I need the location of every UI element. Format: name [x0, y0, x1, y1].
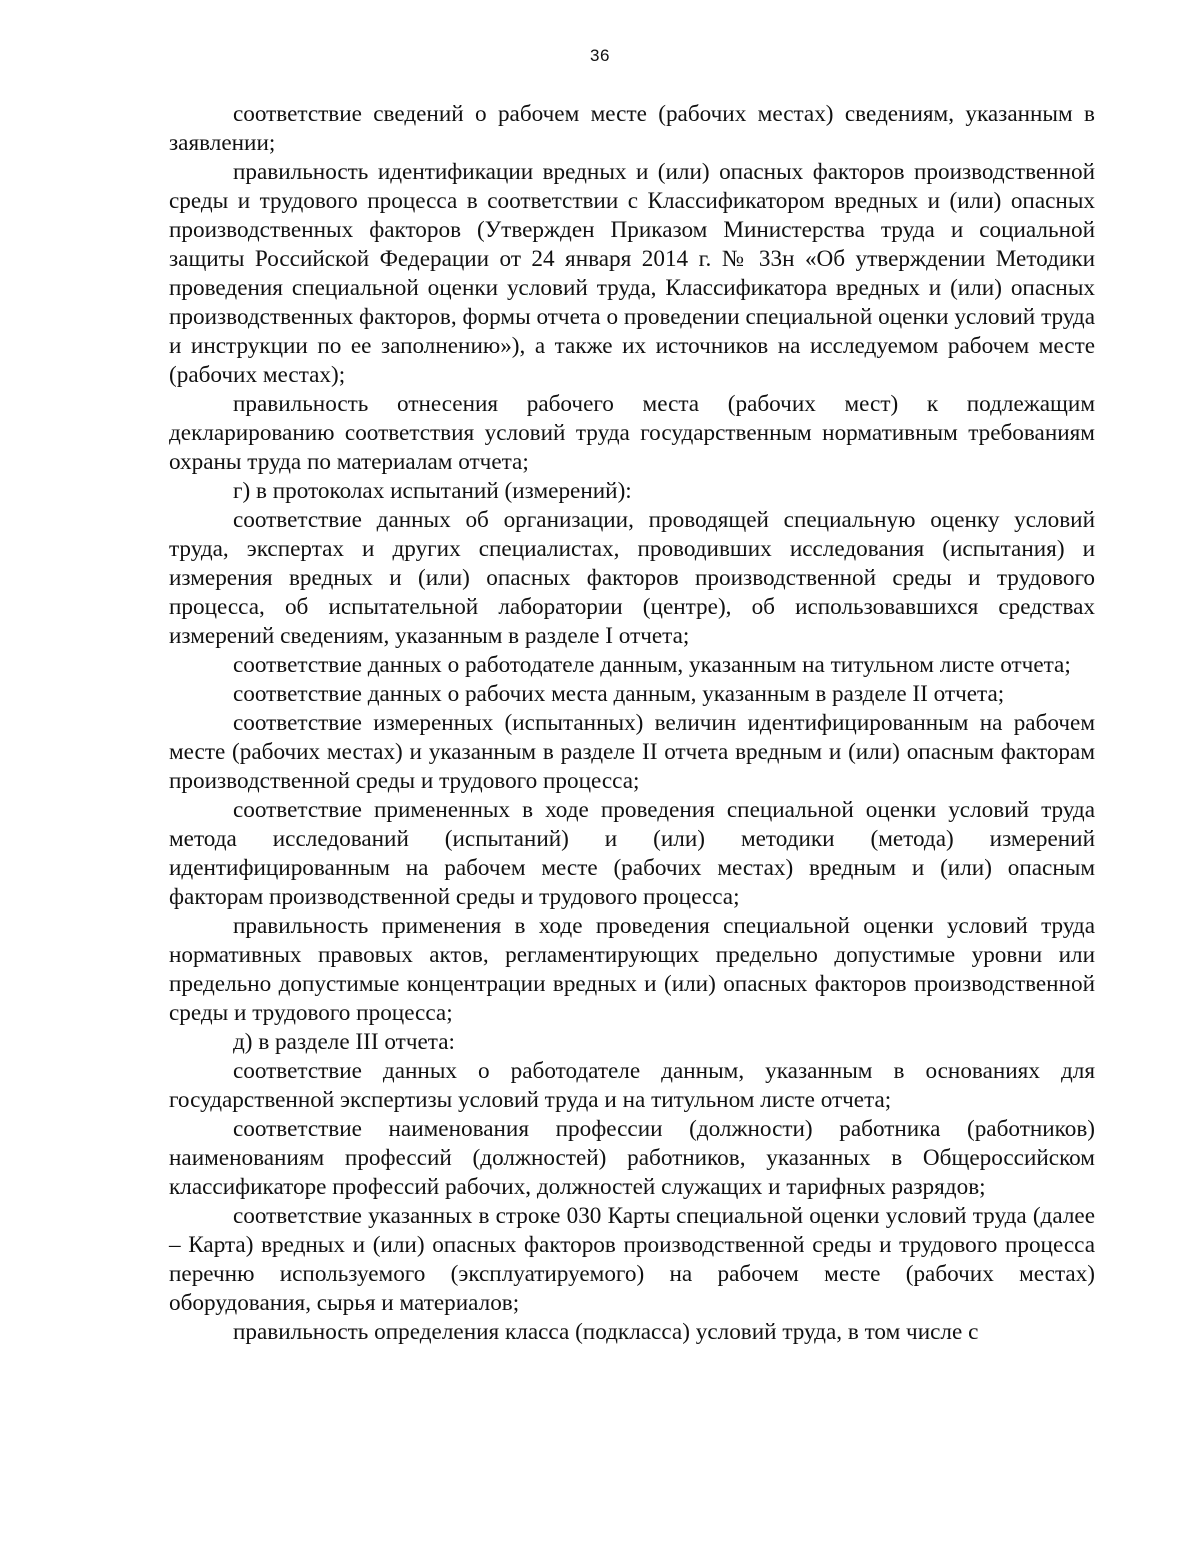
paragraph: соответствие указанных в строке 030 Карты специальной оценки условий труда (далее – Карта) вредных и (или) опасных факторов производственной среды и трудового процесса перечню используемого (эксплуатируемого) на рабочем месте (рабочих местах) оборудования, сырья и материалов; [169, 1203, 1095, 1316]
paragraph: соответствие измеренных (испытанных) величин идентифицированным на рабочем месте (рабочих местах) и указанным в разделе II отчета вредным и (или) опасным факторам производственной среды и трудового процесса; [169, 710, 1095, 794]
paragraph: правильность применения в ходе проведения специальной оценки условий труда нормативных правовых актов, регламентирующих предельно допустимые уровни или предельно допустимые концентрации вредных и (или) опасных факторов производственной среды и трудового процесса; [169, 913, 1095, 1026]
paragraph: правильность идентификации вредных и (или) опасных факторов производственной среды и трудового процесса в соответствии с Классификатором вредных и (или) опасных производственных факторов (Утвержден Приказом Министерства труда и социальной защиты Российской Федерации от 24 января 2014 г. № 33н «Об утверждении Методики проведения специальной оценки условий труда, Классификатора вредных и (или) опасных производственных факторов, формы отчета о проведении специальной оценки условий труда и инструкции по ее заполнению»), а также их источников на исследуемом рабочем месте (рабочих местах); [169, 159, 1095, 388]
paragraph: соответствие примененных в ходе проведения специальной оценки условий труда метода исследований (испытаний) и (или) методики (метода) измерений идентифицированным на рабочем месте (рабочих местах) вредным и (или) опасным факторам производственной среды и трудового процесса; [169, 797, 1095, 910]
paragraph: соответствие данных о работодателе данным, указанным на титульном листе отчета; [233, 652, 1071, 678]
paragraph: соответствие наименования профессии (должности) работника (работников) наименованиям профессий (должностей) работников, указанных в Общероссийском классификаторе профессий рабочих, должностей служащих и тарифных разрядов; [169, 1116, 1095, 1200]
paragraph-subheading: д) в разделе III отчета: [233, 1029, 455, 1055]
document-text [169, 100, 1095, 1347]
paragraph: соответствие данных о рабочих места данным, указанным в разделе II отчета; [233, 681, 1005, 707]
paragraph: правильность определения класса (подкласса) условий труда, в том числе с [233, 1319, 979, 1345]
paragraph: соответствие данных о работодателе данным, указанным в основаниях для государственной экспертизы условий труда и на титульном листе отчета; [169, 1058, 1095, 1113]
paragraph-subheading: г) в протоколах испытаний (измерений): [233, 478, 632, 504]
paragraph: правильность отнесения рабочего места (рабочих мест) к подлежащим декларированию соответствия условий труда государственным нормативным требованиям охраны труда по материалам отчета; [169, 391, 1095, 475]
paragraph: соответствие сведений о рабочем месте (рабочих местах) сведениям, указанным в заявлении; [169, 101, 1095, 156]
paragraph: соответствие данных об организации, проводящей специальную оценку условий труда, экспертах и других специалистах, проводивших исследования (испытания) и измерения вредных и (или) опасных факторов производственной среды и трудового процесса, об испытательной лаборатории (центре), об использовавшихся средствах измерений сведениям, указанным в разделе I отчета; [169, 507, 1095, 649]
page-number: 36 [590, 46, 610, 65]
